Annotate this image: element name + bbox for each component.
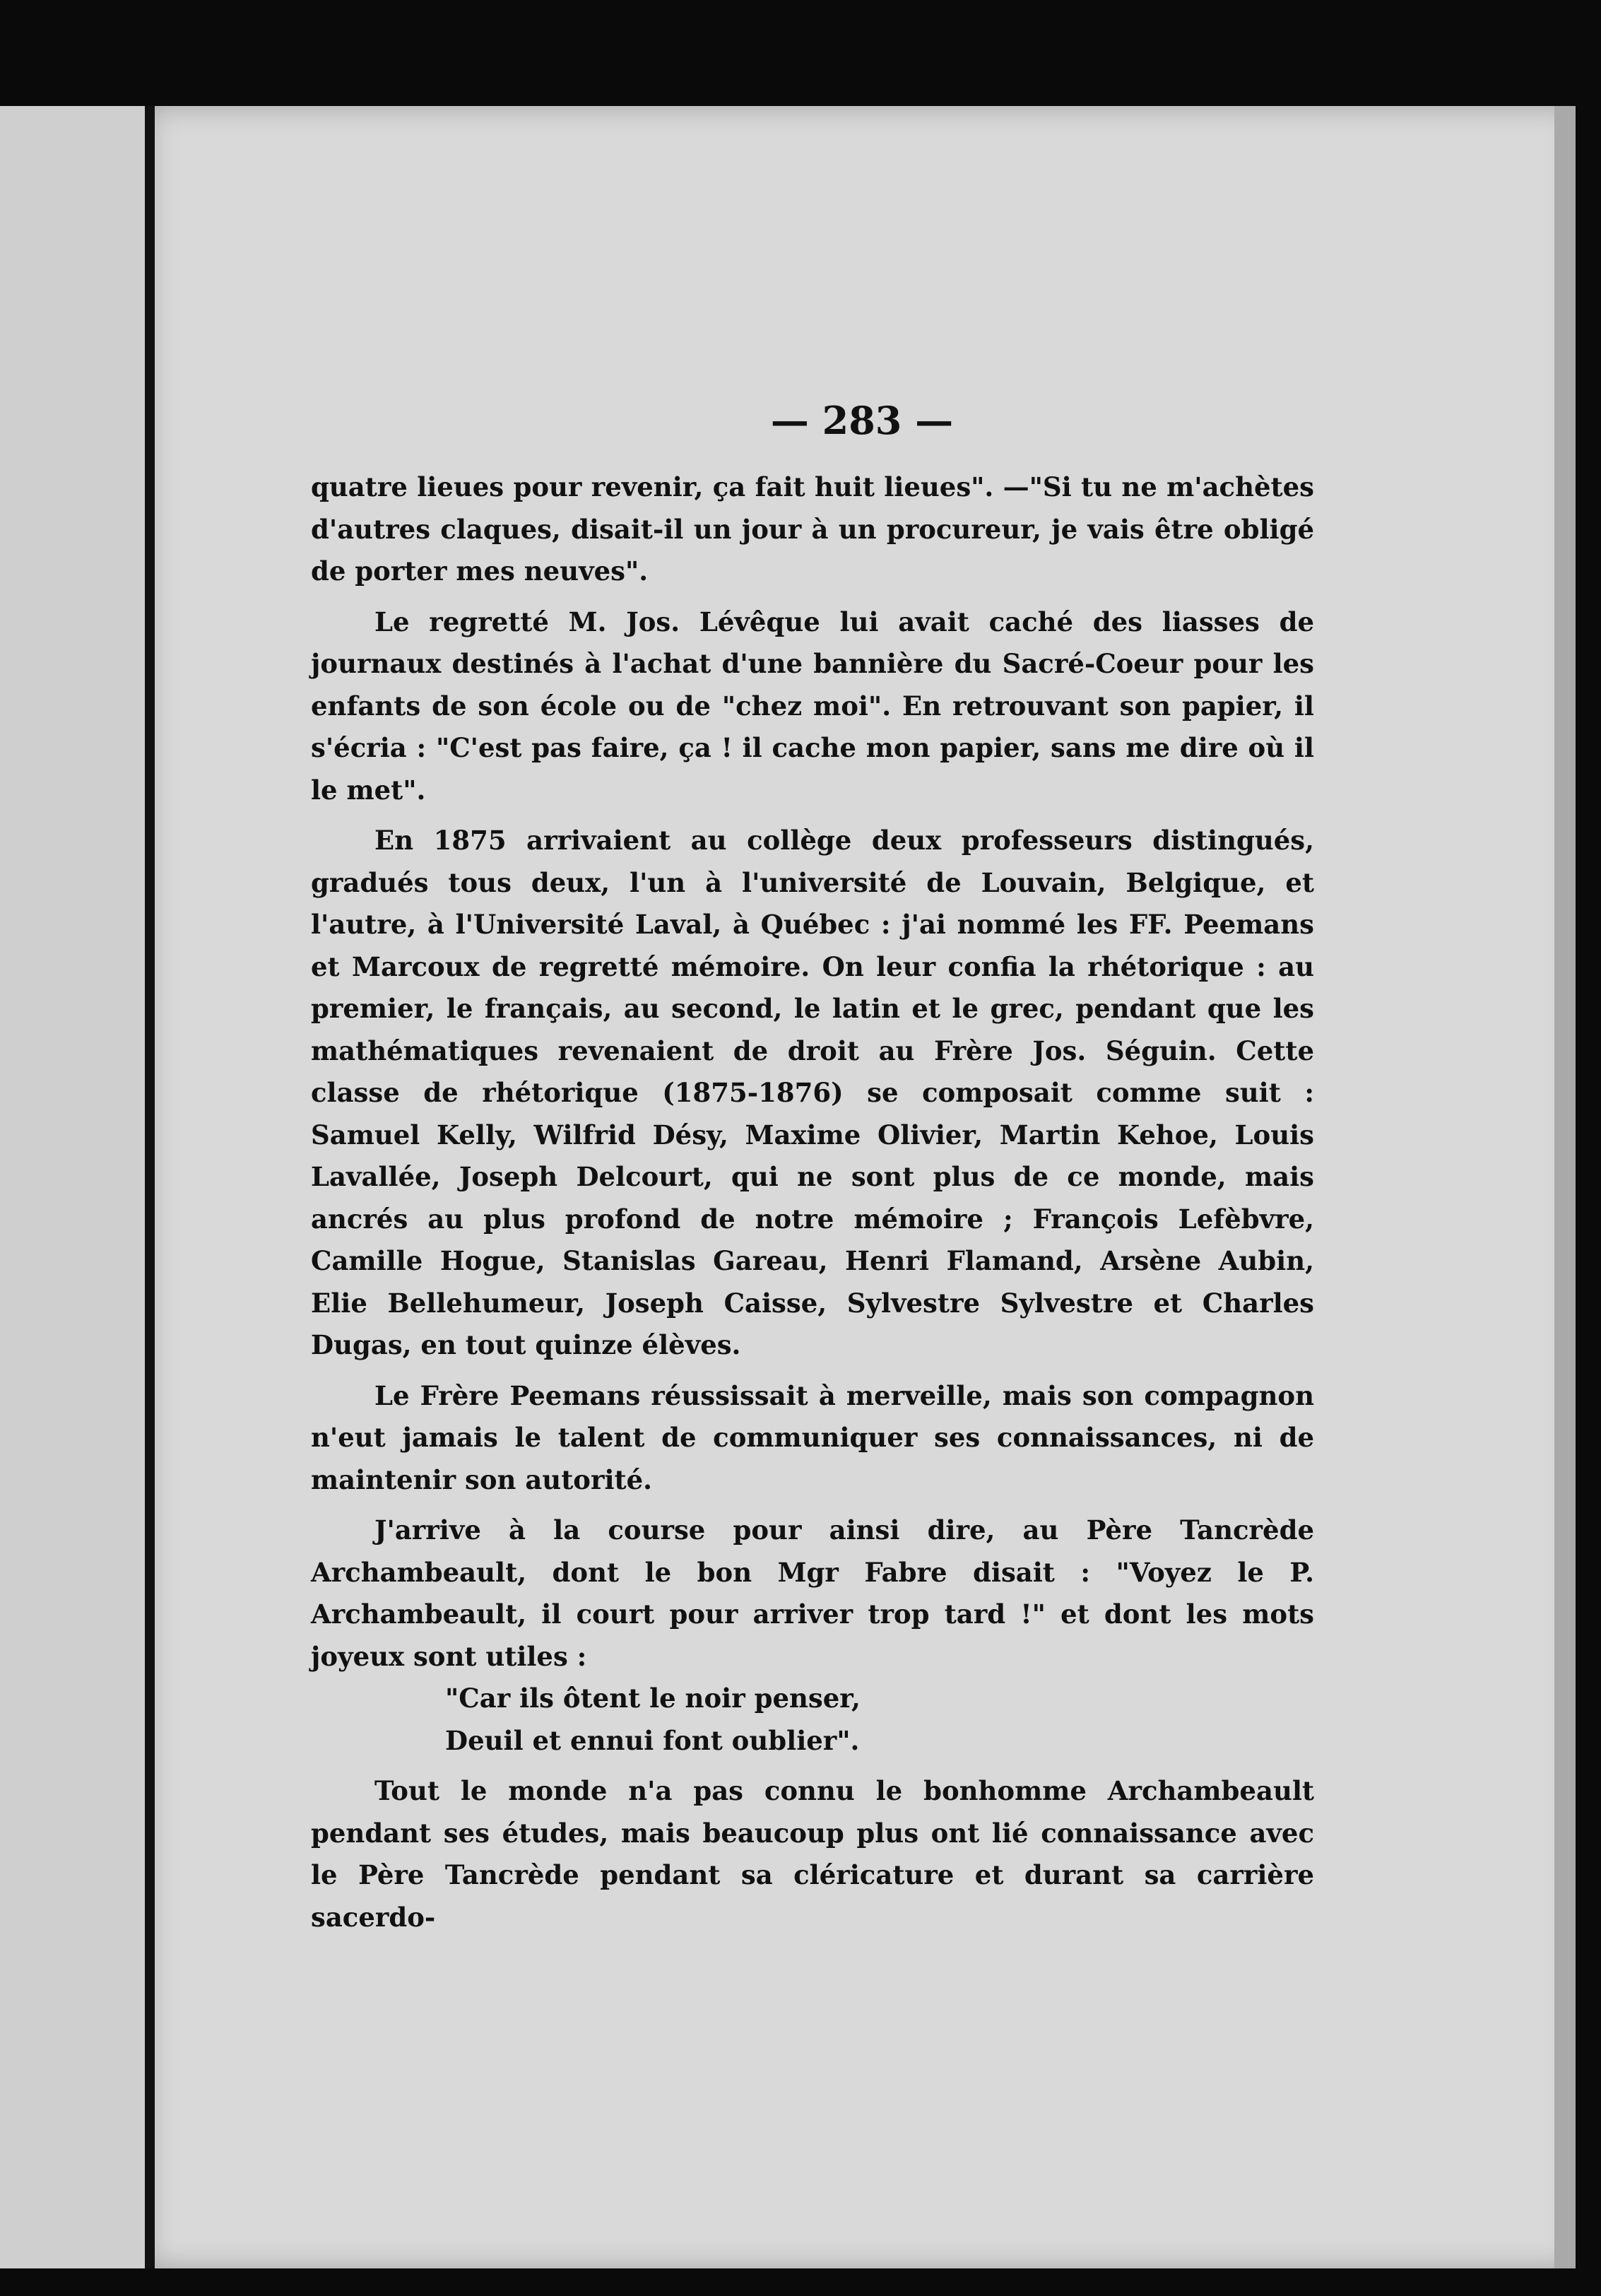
paragraph-4: Le Frère Peemans réussissait à merveille, mais son compagnon n'eut jamais le talent de communiquer ses connaissances, ni de maintenir son autorité. xyxy=(311,1379,1314,1495)
page-right-edge xyxy=(1554,106,1576,2268)
paragraph-3: En 1875 arrivaient au collège deux professeurs distingués, gradués tous deux, l'un à l'université de Louvain, Belgique, et l'autre, à l'Université Laval, à Québec : j'ai nommé les FF. Peemans et Marcoux de regretté mémoire. On leur confia la rhétorique : au premier, le français, au second, le latin et le grec, pendant que les mathématiques revenaient de droit au Frère Jos. Séguin. Cette classe de rhétorique (1875-1876) se composait comme suit : Samuel Kelly, Wilfrid Désy, Maxime Olivier, Martin Kehoe, Louis Lavallée, Joseph Delcourt, qui ne sont plus de ce monde, mais ancrés au plus profond de notre mémoire ; François Lefèbvre, Camille Hogue, Stanislas Gareau, Henri Flamand, Arsène Aubin, Elie Bellehumeur, Joseph Caisse, Sylvestre Sylvestre et Charles Dugas, en tout quinze élèves. xyxy=(311,825,1314,1360)
page-text xyxy=(311,396,1314,1938)
paragraph-5: J'arrive à la course pour ainsi dire, au Père Tancrède Archambeault, dont le bon Mgr Fabre disait : "Voyez le P. Archambeault, il court pour arriver trop tard !" et dont les mots joyeux sont utiles : xyxy=(311,1514,1314,1672)
verse-line-1: "Car ils ôtent le noir penser, xyxy=(445,1683,861,1714)
verse-line-2: Deuil et ennui font oublier". xyxy=(445,1724,860,1756)
paragraph-2: Le regretté M. Jos. Lévêque lui avait caché des liasses de journaux destinés à l'achat d'une bannière du Sacré-Coeur pour les enfants de son école ou de "chez moi". En retrouvant son papier, il s'écria : "C'est pas faire, ça ! il cache mon papier, sans me dire où il le met". xyxy=(311,606,1314,806)
facing-page-edge xyxy=(0,106,148,2268)
binding-gutter xyxy=(145,106,155,2268)
paragraph-1: quatre lieues pour revenir, ça fait huit lieues". —"Si tu ne m'achètes d'autres claques, disait-il un jour à un procureur, je vais être obligé de porter mes neuves". xyxy=(311,471,1314,587)
paragraph-6: Tout le monde n'a pas connu le bonhomme Archambeault pendant ses études, mais beaucoup plus ont lié connaissance avec le Père Tancrède pendant sa cléricature et durant sa carrière sacerdo- xyxy=(311,1775,1314,1933)
page-number: — 283 — xyxy=(770,398,954,443)
